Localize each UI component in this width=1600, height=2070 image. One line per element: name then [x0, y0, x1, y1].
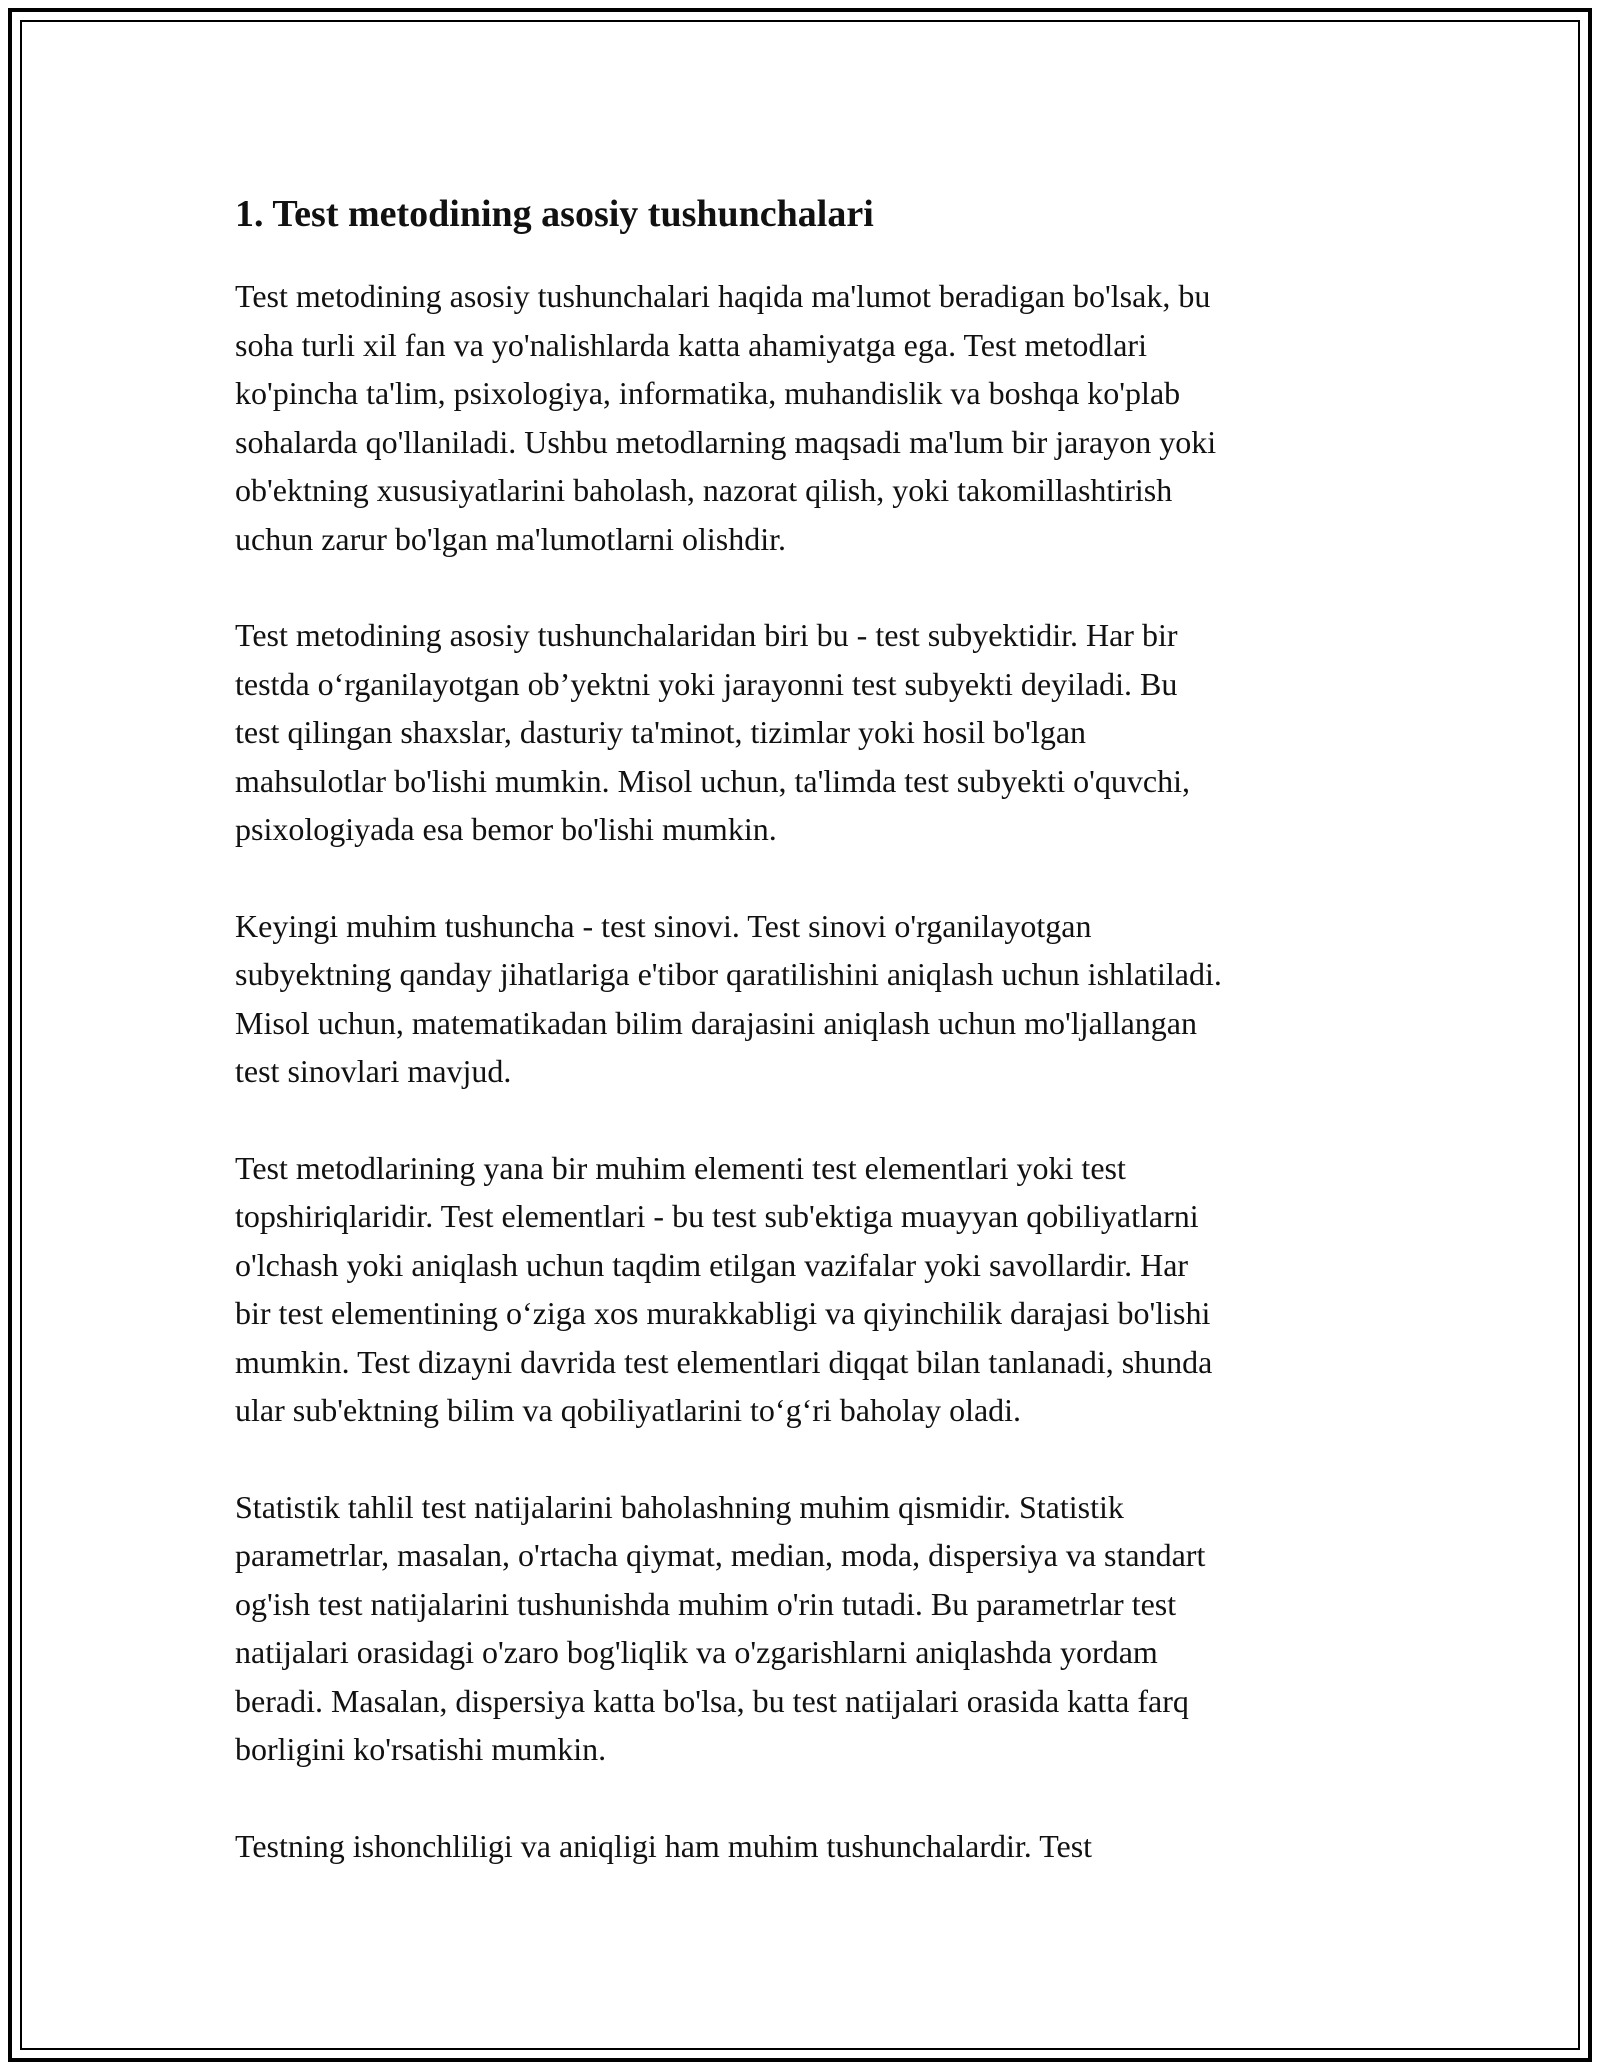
text-line: bir test elementining o‘ziga xos murakkabligi va qiyinchilik darajasi bo'lishi: [235, 1295, 1211, 1331]
text-line: o'lchash yoki aniqlash uchun taqdim etilgan vazifalar yoki savollardir. Har: [235, 1246, 1189, 1283]
text-line: Misol uchun, matematikadan bilim darajasini aniqlash uchun mo'ljallangan: [235, 1004, 1197, 1041]
text-line: ob'ektning xususiyatlarini baholash, nazorat qilish, yoki takomillashtirish: [235, 472, 1173, 508]
text-line: natijalari orasidagi o'zaro bog'liqlik va o'zgarishlarni aniqlashda yordam: [235, 1634, 1158, 1670]
text-line: mumkin. Test dizayni davrida test elementlari diqqat bilan tanlanadi, shunda: [235, 1343, 1213, 1380]
text-line: Keyingi muhim tushuncha - test sinovi. Test sinovi o'rganilayotgan: [235, 907, 1092, 944]
paragraph: [235, 1483, 1375, 1774]
section-heading: 1. Test metodining asosiy tushunchalari: [235, 193, 874, 235]
text-line: sohalarda qo'llaniladi. Ushbu metodlarning maqsadi ma'lum bir jarayon yoki: [235, 423, 1217, 460]
text-line: test sinovlari mavjud.: [235, 1053, 512, 1089]
text-line: ular sub'ektning bilim va qobiliyatlarini to‘g‘ri baholay oladi.: [235, 1392, 1022, 1428]
text-line: beradi. Masalan, dispersiya katta bo'lsa, bu test natijalari orasida katta farq: [235, 1682, 1189, 1719]
paragraph: [235, 611, 1375, 854]
text-line: Test metodining asosiy tushunchalari haqida ma'lumot beradigan bo'lsak, bu: [235, 278, 1211, 314]
paragraph: [235, 1822, 1375, 1871]
text-line: Test metodlarining yana bir muhim elementi test elementlari yoki test: [235, 1149, 1126, 1186]
text-line: parametrlar, masalan, o'rtacha qiymat, median, moda, dispersiya va standart: [235, 1537, 1206, 1573]
text-line: testda o‘rganilayotgan ob’yektni yoki jarayonni test subyekti deyiladi. Bu: [235, 665, 1178, 702]
document-body: [235, 188, 1375, 1918]
text-line: subyektning qanday jihatlariga e'tibor qaratilishini aniqlash uchun ishlatiladi.: [235, 956, 1222, 992]
text-line: Statistik tahlil test natijalarini baholashning muhim qismidir. Statistik: [235, 1488, 1124, 1525]
text-line: ko'pincha ta'lim, psixologiya, informatika, muhandislik va boshqa ko'plab: [235, 375, 1181, 411]
text-line: uchun zarur bo'lgan ma'lumotlarni olishdir.: [235, 520, 786, 557]
paragraph: [235, 1144, 1375, 1435]
paragraph: [235, 902, 1375, 1096]
text-line: borligini ko'rsatishi mumkin.: [235, 1731, 607, 1767]
text-line: soha turli xil fan va yo'nalishlarda katta ahamiyatga ega. Test metodlari: [235, 326, 1147, 363]
text-line: Test metodining asosiy tushunchalaridan biri bu - test subyektidir. Har bir: [235, 617, 1178, 653]
text-line: test qilingan shaxslar, dasturiy ta'minot, tizimlar yoki hosil bo'lgan: [235, 714, 1087, 750]
text-line: Testning ishonchliligi va aniqligi ham muhim tushunchalardir. Test: [235, 1827, 1093, 1864]
text-line: og'ish test natijalarini tushunishda muhim o'rin tutadi. Bu parametrlar test: [235, 1585, 1177, 1622]
paragraph-list: [235, 272, 1375, 1870]
text-line: psixologiyada esa bemor bo'lishi mumkin.: [235, 811, 777, 847]
text-line: topshiriqlaridir. Test elementlari - bu test sub'ektiga muayyan qobiliyatlarni: [235, 1198, 1199, 1234]
paragraph: [235, 272, 1375, 563]
text-line: mahsulotlar bo'lishi mumkin. Misol uchun, ta'limda test subyekti o'quvchi,: [235, 762, 1190, 799]
